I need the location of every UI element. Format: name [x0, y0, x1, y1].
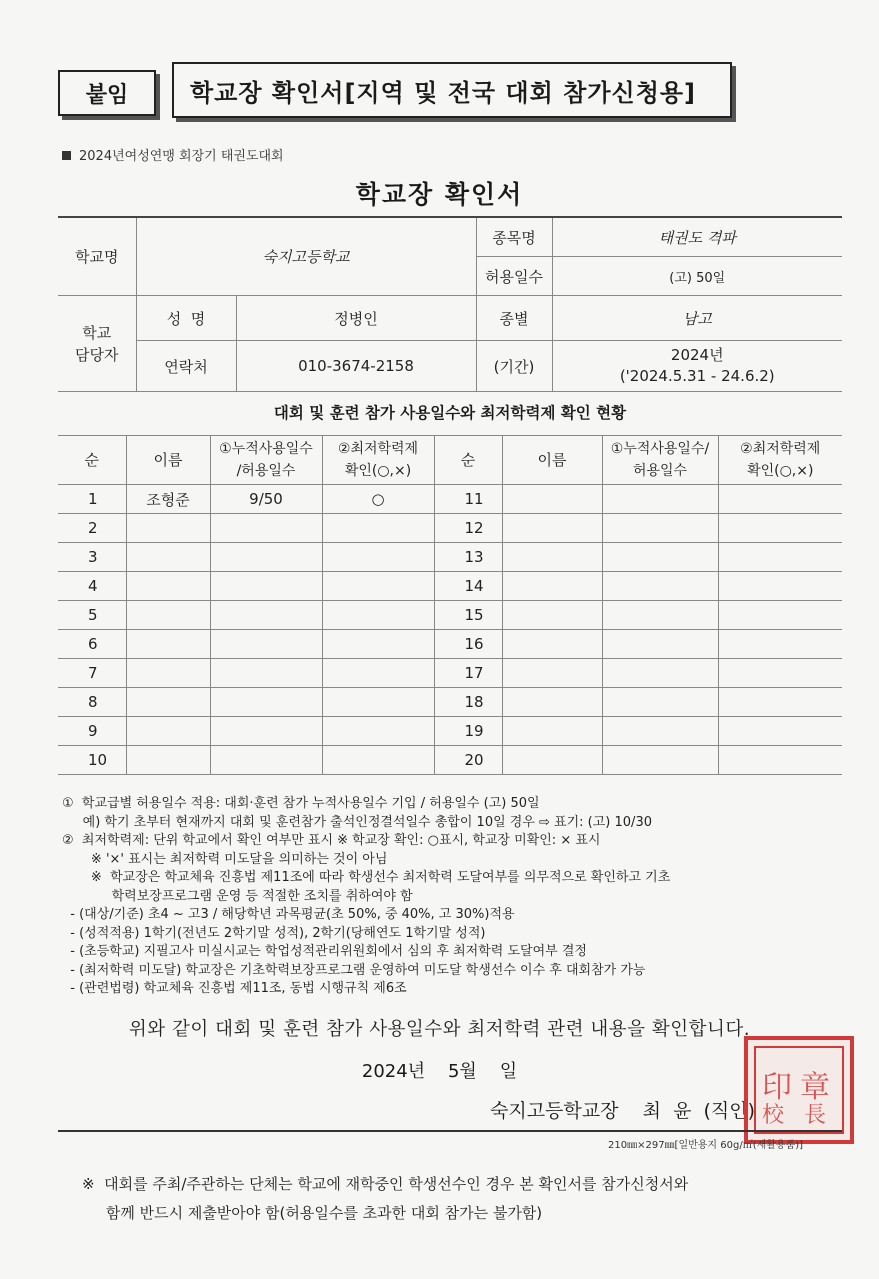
note-line: - (관련법령) 학교체육 진흥법 제11조, 동법 시행규칙 제6조	[62, 981, 407, 996]
row-check-right	[718, 630, 842, 659]
square-bullet-icon	[62, 151, 71, 160]
col-name-right: 이름	[502, 436, 602, 485]
row-used-right	[602, 659, 718, 688]
row-check-left	[322, 688, 434, 717]
table-row	[58, 659, 842, 688]
period-value	[552, 341, 842, 392]
principal-signature: 숙지고등학교장 최 윤 (직인)	[490, 1100, 756, 1122]
school-value: 숙지고등학교	[136, 217, 476, 296]
event-label: 종목명	[476, 217, 552, 257]
table-row	[58, 543, 842, 572]
table-row	[58, 630, 842, 659]
note-line: ※ '×' 표시는 최저학력 미도달을 의미하는 것이 아님	[62, 851, 388, 867]
row-check-right	[718, 514, 842, 543]
row-name-right	[502, 572, 602, 601]
row-no-left: 3	[58, 543, 126, 572]
form-title: 학교장 확인서[지역 및 전국 대회 참가신청용]	[172, 62, 732, 118]
attachment-box-shadow	[156, 74, 160, 120]
seal-glyph: 長	[804, 1103, 827, 1128]
table-row	[58, 485, 842, 514]
row-no-right: 14	[434, 572, 502, 601]
row-check-right	[718, 485, 842, 514]
col-no-right: 순	[434, 436, 502, 485]
final-note	[82, 1170, 842, 1228]
row-used-left	[210, 659, 322, 688]
row-used-right	[602, 746, 718, 775]
row-name-left	[126, 572, 210, 601]
table-row	[58, 688, 842, 717]
row-used-left	[210, 543, 322, 572]
row-used-right	[602, 601, 718, 630]
row-no-right: 18	[434, 688, 502, 717]
row-no-right: 19	[434, 717, 502, 746]
row-check-left	[322, 630, 434, 659]
row-name-right	[502, 659, 602, 688]
table-header-row	[58, 436, 842, 485]
row-no-right: 15	[434, 601, 502, 630]
period-label: (기간)	[476, 341, 552, 392]
table-row	[58, 601, 842, 630]
note-line: 학력보장프로그램 운영 등 적절한 조치를 취하여야 함	[62, 888, 413, 904]
row-check-right	[718, 601, 842, 630]
contact-value: 010-3674-2158	[236, 341, 476, 392]
row-no-right: 20	[434, 746, 502, 775]
note-line: - (초등학교) 지필고사 미실시교는 학업성적관리위원회에서 심의 후 최저학력 도달여부 결정	[62, 944, 587, 959]
row-used-right	[602, 717, 718, 746]
row-name-left	[126, 601, 210, 630]
period-year: 2024년	[670, 346, 724, 364]
row-no-left: 2	[58, 514, 126, 543]
row-no-left: 8	[58, 688, 126, 717]
row-check-left: ○	[322, 485, 434, 514]
table-row	[58, 746, 842, 775]
row-no-left: 10	[58, 746, 126, 775]
row-used-right	[602, 630, 718, 659]
row-no-right: 13	[434, 543, 502, 572]
row-used-right	[602, 688, 718, 717]
date-text: 2024년 5월 일	[361, 1061, 518, 1082]
type-label: 종별	[476, 296, 552, 341]
manager-label: 학교 담당자	[58, 296, 136, 392]
period-range: ('2024.5.31 - 24.6.2)	[619, 367, 775, 385]
row-name-left	[126, 659, 210, 688]
row-name-right	[502, 717, 602, 746]
school-label: 학교명	[58, 217, 136, 296]
row-no-right: 17	[434, 659, 502, 688]
attachment-box-shadow-bottom	[62, 116, 160, 120]
row-name-right	[502, 746, 602, 775]
table-row	[58, 514, 842, 543]
row-name-left	[126, 688, 210, 717]
row-no-right: 16	[434, 630, 502, 659]
event-name-text: 2024년여성연맹 회장기 태권도대회	[79, 149, 284, 164]
confirm-text: 위와 같이 대회 및 훈련 참가 사용일수와 최저학력 관련 내용을 확인합니다.	[128, 1019, 751, 1040]
row-name-right	[502, 514, 602, 543]
row-name-left	[126, 543, 210, 572]
row-check-right	[718, 659, 842, 688]
event-value: 태권도 격파	[552, 217, 842, 257]
type-value: 남고	[552, 296, 842, 341]
event-name	[62, 145, 284, 164]
doc-title: 학교장 확인서	[355, 180, 524, 209]
row-used-left	[210, 688, 322, 717]
row-used-right	[602, 485, 718, 514]
row-used-left	[210, 572, 322, 601]
row-name-right	[502, 630, 602, 659]
row-no-left: 7	[58, 659, 126, 688]
contact-label: 연락처	[136, 341, 236, 392]
row-name-left	[126, 514, 210, 543]
table-row	[58, 572, 842, 601]
row-name-left	[126, 630, 210, 659]
note-line: 예) 학기 초부터 현재까지 대회 및 훈련참가 출석인정결석일수 총합이 10일 경우 ⇨ 표기: (고) 10/30	[62, 814, 652, 830]
row-no-left: 4	[58, 572, 126, 601]
note-line: ① 학교급별 허용일수 적용: 대회·훈련 참가 누적사용일수 기입 / 허용일수 (고) 50일	[62, 796, 540, 811]
row-used-right	[602, 572, 718, 601]
final-note-line: ※ 대회를 주최/주관하는 단체는 학교에 재학중인 학생선수인 경우 본 확인서를 참가신청서와	[82, 1175, 689, 1193]
row-name-right	[502, 688, 602, 717]
note-line: - (최저학력 미도달) 학교장은 기초학력보장프로그램 운영하여 미도달 학생선수 이수 후 대회참가 가능	[62, 962, 646, 978]
row-check-right	[718, 572, 842, 601]
row-check-right	[718, 543, 842, 572]
row-name-right	[502, 543, 602, 572]
col-check-left: ②최저학력제 확인(○,×)	[322, 436, 434, 485]
note-line: - (성적적용) 1학기(전년도 2학기말 성적), 2학기(당해연도 1학기말 성적)	[62, 925, 486, 941]
row-used-right	[602, 514, 718, 543]
row-check-right	[718, 717, 842, 746]
note-line: ② 최저학력제: 단위 학교에서 확인 여부만 표시 ※ 학교장 확인: ○표시, 학교장 미확인: × 표시	[62, 833, 601, 848]
row-check-left	[322, 601, 434, 630]
row-check-left	[322, 572, 434, 601]
row-no-right: 12	[434, 514, 502, 543]
row-check-left	[322, 746, 434, 775]
table-row	[58, 717, 842, 746]
seal-glyph: 校	[762, 1103, 785, 1128]
official-seal	[744, 1036, 854, 1144]
col-no-left: 순	[58, 436, 126, 485]
seal-glyph: 章	[800, 1070, 830, 1105]
row-no-left: 9	[58, 717, 126, 746]
row-used-left	[210, 514, 322, 543]
row-no-left: 1	[58, 485, 126, 514]
col-used-left: ①누적사용일수 /허용일수	[210, 436, 322, 485]
usage-table	[58, 435, 842, 775]
info-table	[58, 216, 842, 392]
title-box-shadow-bottom	[176, 118, 736, 122]
row-used-left	[210, 630, 322, 659]
name-label: 성 명	[136, 296, 236, 341]
row-name-left	[126, 717, 210, 746]
row-check-left	[322, 717, 434, 746]
name-value: 정병인	[236, 296, 476, 341]
final-note-line: 함께 반드시 제출받아야 함(허용일수를 초과한 대회 참가는 불가함)	[82, 1204, 543, 1222]
col-used-right: ①누적사용일수/ 허용일수	[602, 436, 718, 485]
row-name-left	[126, 746, 210, 775]
row-check-right	[718, 746, 842, 775]
allowed-days-label: 허용일수	[476, 257, 552, 296]
row-name-left: 조형준	[126, 485, 210, 514]
note-line: ※ 학교장은 학교체육 진흥법 제11조에 따라 학생선수 최저학력 도달여부를 의무적으로 확인하고 기초	[62, 870, 671, 885]
row-check-left	[322, 659, 434, 688]
attachment-label: 붙임	[58, 70, 156, 116]
row-no-left: 6	[58, 630, 126, 659]
paper-spec: 210㎜×297㎜[일반용지 60g/㎡(재활용품)]	[608, 1140, 804, 1151]
row-check-left	[322, 543, 434, 572]
row-check-right	[718, 688, 842, 717]
row-used-right	[602, 543, 718, 572]
seal-glyph: 印	[762, 1070, 792, 1105]
row-used-left	[210, 601, 322, 630]
row-used-left	[210, 746, 322, 775]
row-name-right	[502, 485, 602, 514]
divider	[58, 1130, 842, 1132]
row-check-left	[322, 514, 434, 543]
row-no-right: 11	[434, 485, 502, 514]
col-name-left: 이름	[126, 436, 210, 485]
title-box-shadow	[732, 66, 736, 122]
allowed-days-value: (고) 50일	[552, 257, 842, 296]
row-used-left	[210, 717, 322, 746]
row-used-left: 9/50	[210, 485, 322, 514]
col-check-right: ②최저학력제 확인(○,×)	[718, 436, 842, 485]
section-title: 대회 및 훈련 참가 사용일수와 최저학력제 확인 현황	[58, 397, 842, 436]
note-line: - (대상/기준) 초4 ~ 고3 / 해당학년 과목평균(초 50%, 중 40%, 고 30%)적용	[62, 907, 515, 922]
row-name-right	[502, 601, 602, 630]
notes	[62, 795, 852, 999]
row-no-left: 5	[58, 601, 126, 630]
